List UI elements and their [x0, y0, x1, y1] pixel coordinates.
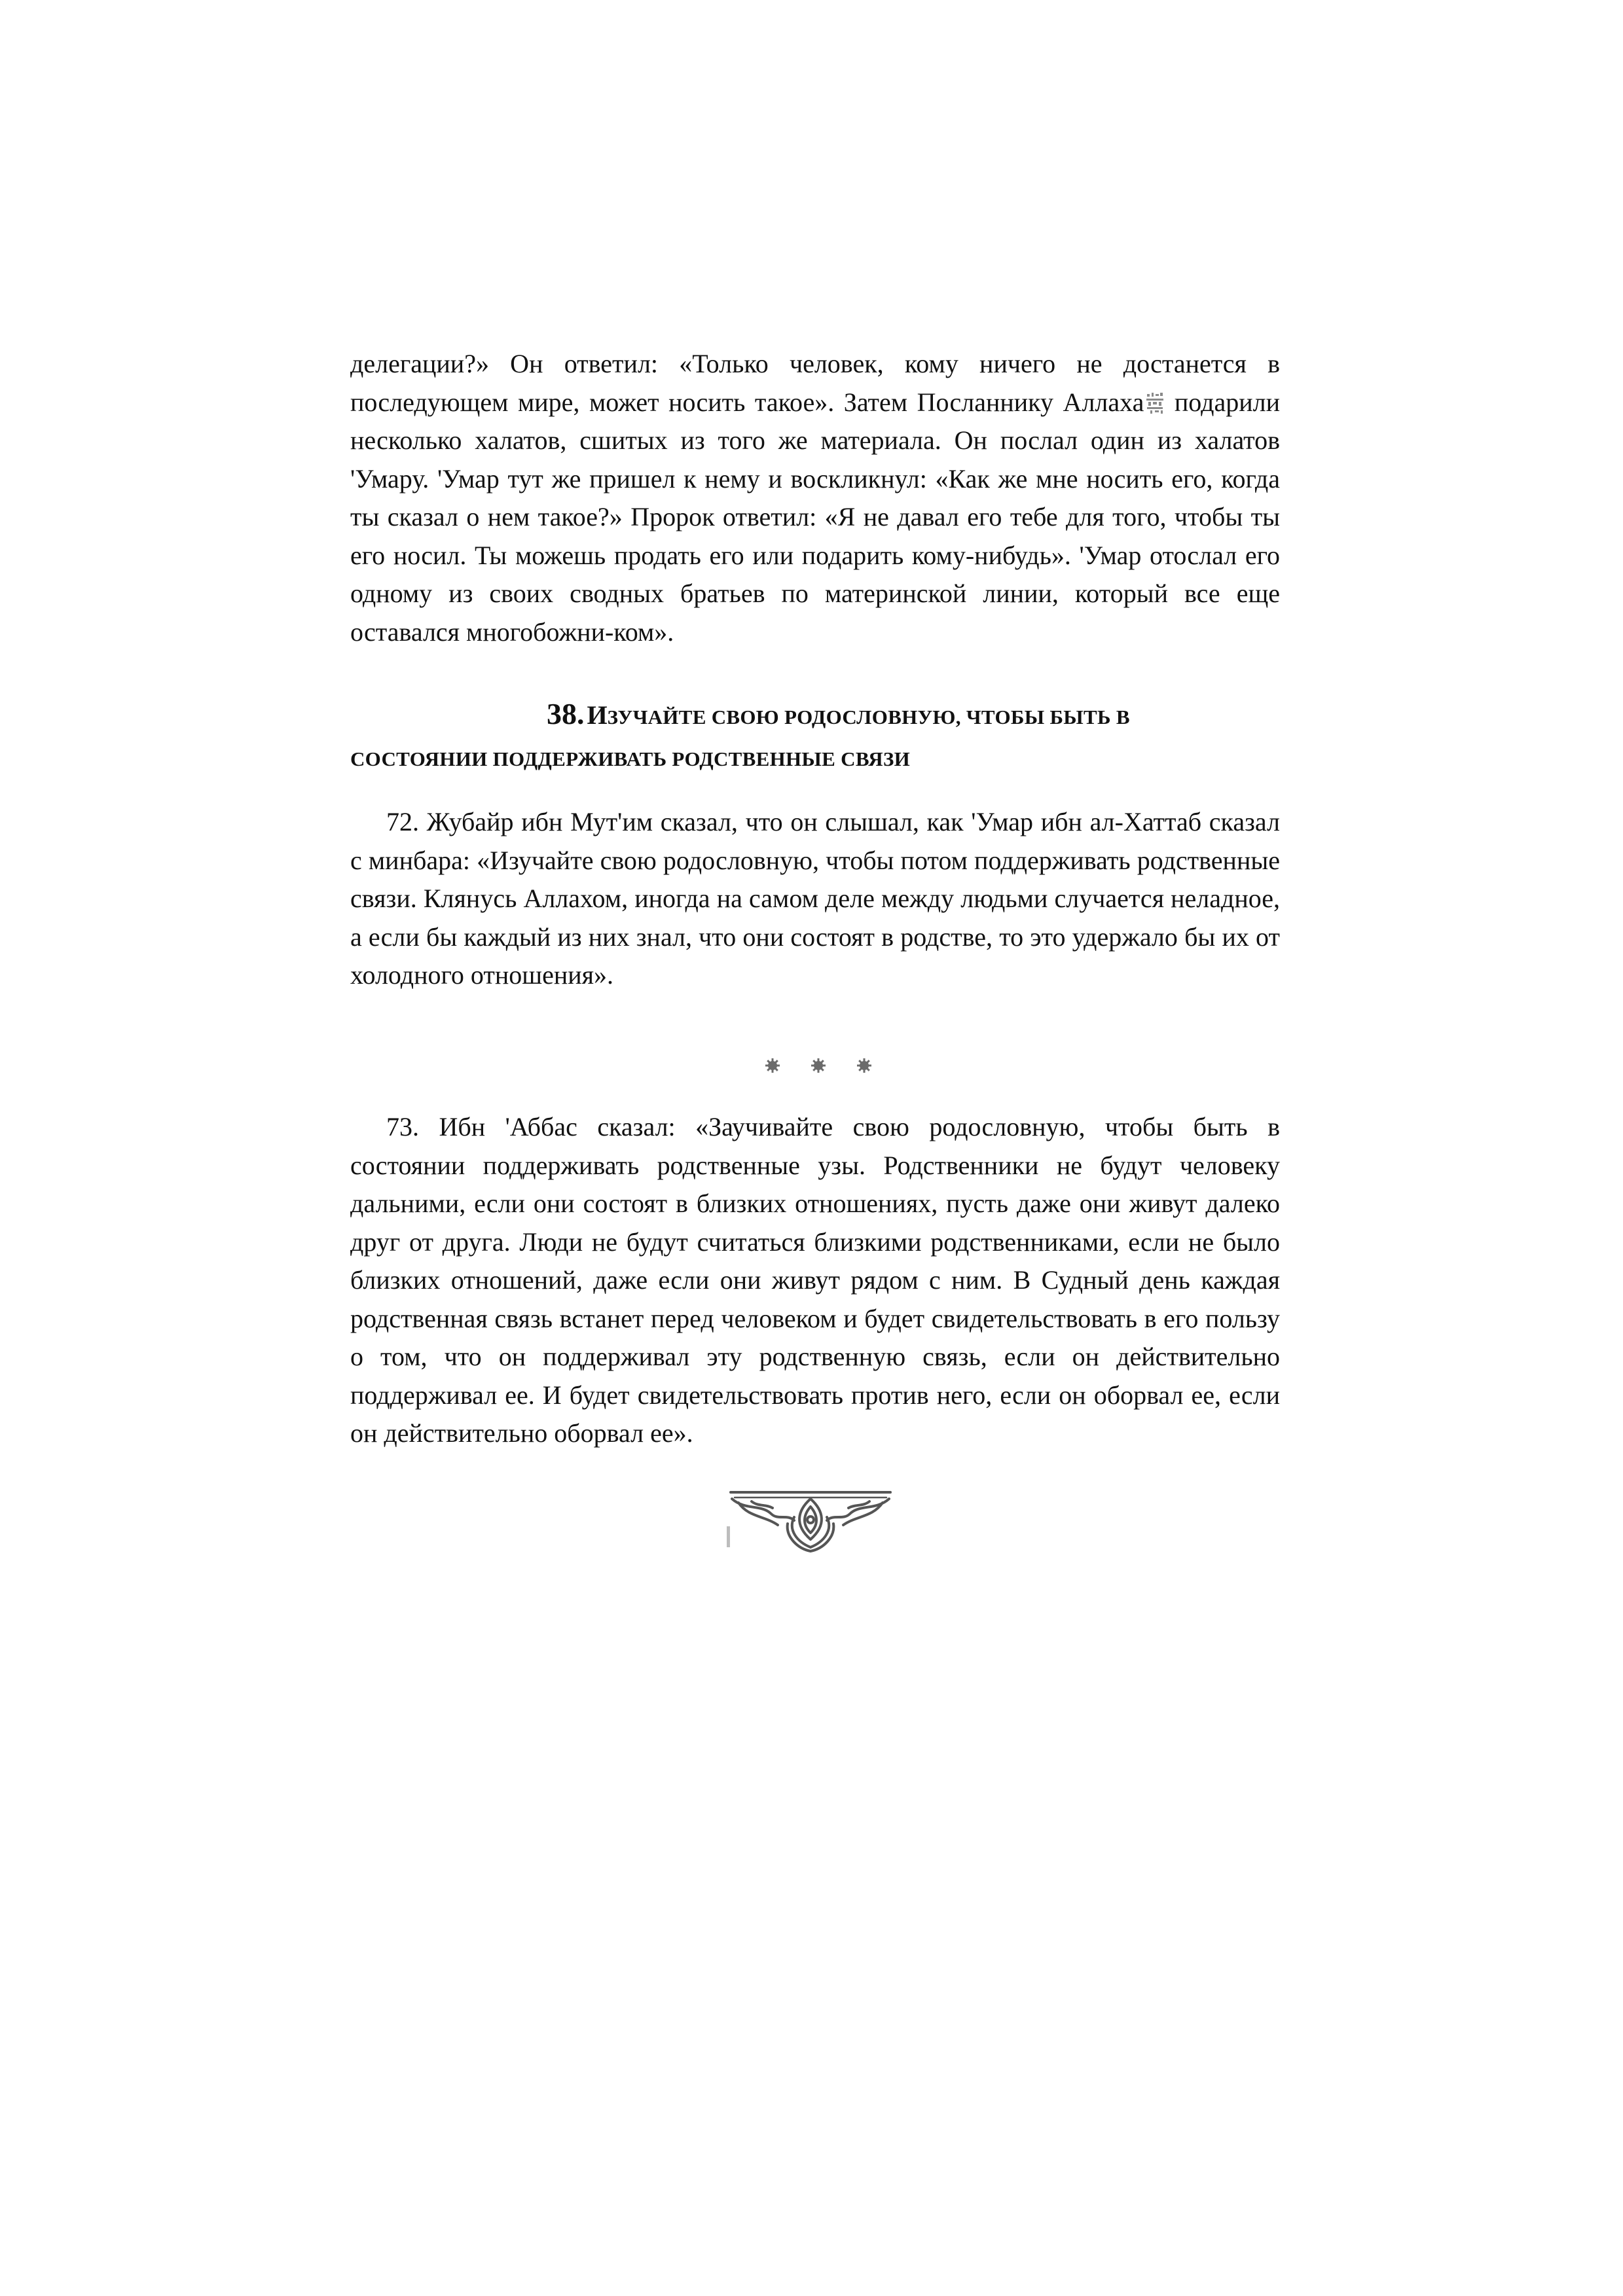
section-title-line2: СОСТОЯНИИ ПОДДЕРЖИВАТЬ РОДСТВЕННЫЕ СВЯЗИ: [350, 747, 911, 770]
hadith-72-text: 72. Жубайр ибн Мут'им сказал, что он слышал, как 'Умар ибн ал-Хаттаб сказал с минбара: «Изучайте свою родословную, чтобы потом поддерживать родственные связи. Клянусь Аллахом, иногда на самом деле между людьми случается неладное, а если бы каждый из них знал, что они состоят в родстве, то это удержало бы их от холодного отношения».: [350, 807, 1280, 990]
section-heading: [350, 695, 1280, 778]
salawat-glyph-icon: [1145, 391, 1165, 415]
hadith-73-text: 73. Ибн 'Аббас сказал: «Заучивайте свою родословную, чтобы быть в состоянии поддерживать родственные узы. Родственники не будут человеку дальними, если они состоят в близких отношениях, пусть даже они живут далеко друг от друга. Люди не будут считаться близкими родственниками, если не было близких отношений, даже если они живут рядом с ним. В Судный день каждая родственная связь встанет перед человеком и будет свидетельствовать в его пользу о том, что он поддерживал эту родственную связь, если он действительно поддерживал ее. И будет свидетельствовать против него, если он оборвал ее, если он действительно оборвал ее».: [350, 1112, 1280, 1448]
section-title-line1: ЗУЧАЙТЕ СВОЮ РОДОСЛОВНУЮ, ЧТОБЫ БЫТЬ В: [607, 706, 1130, 728]
continued-paragraph: [350, 345, 1280, 651]
section-title-initial: И: [587, 700, 608, 730]
floral-ornament-icon: [725, 1484, 896, 1556]
hadith-72-paragraph: [350, 803, 1280, 995]
section-number: 38.: [547, 697, 585, 730]
continued-text-part1: делегации?» Он ответил: «Только человек, кому ничего не достанется в последующем мире, может носить такое». Затем Посланнику Аллаха: [350, 349, 1280, 417]
hadith-73-paragraph: [350, 1108, 1280, 1453]
continued-text-part2: подарили несколько халатов, сшитых из того же материала. Он послал один из халатов 'Умару. 'Умар тут же пришел к нему и воскликнул: «Как же мне носить его, когда ты сказал о нем такое?» Пророк ответил: «Я не давал его тебе для того, чтобы ты его носил. Ты можешь продать его или подарить кому-нибудь». 'Умар отослал его одному из своих сводных братьев по материнской линии, который все еще оставался многобожни-ком».: [350, 387, 1280, 647]
three-asterisks-icon: [759, 1052, 877, 1079]
